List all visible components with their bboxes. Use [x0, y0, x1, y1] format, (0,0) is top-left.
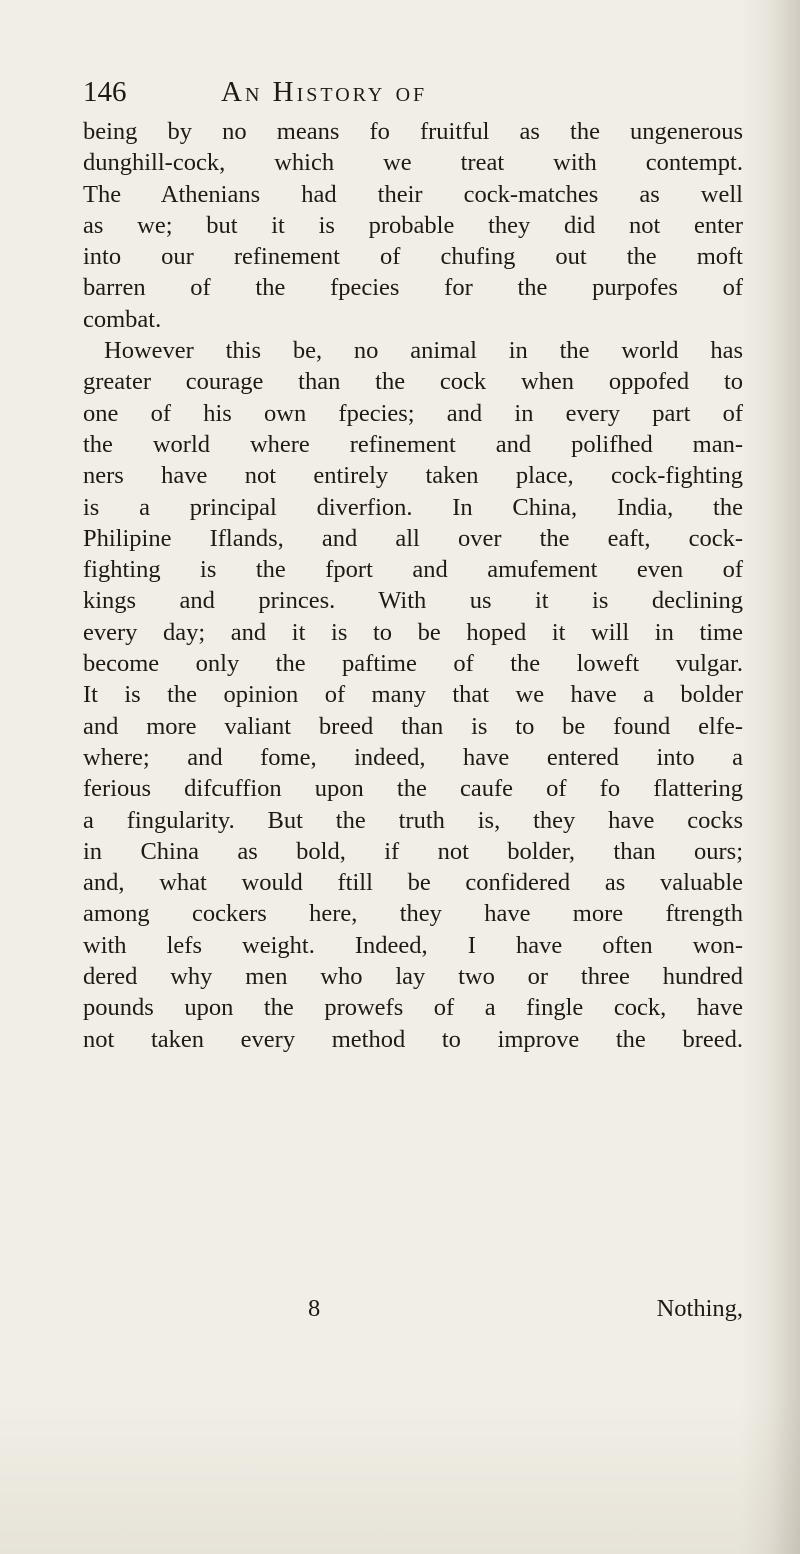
- text-line: greater courage than the cock when oppofed to: [83, 368, 743, 396]
- text-line: with lefs weight. Indeed, I have often won-: [83, 931, 743, 959]
- text-line: However this be, no animal in the world has: [104, 337, 743, 365]
- text-line: in China as bold, if not bolder, than ours;: [83, 837, 743, 865]
- text-line: where; and fome, indeed, have entered into a: [83, 743, 743, 771]
- catchword: Nothing,: [656, 1295, 743, 1322]
- text-line: being by no means fo fruitful as the ungenerous: [83, 118, 743, 145]
- text-line: dered why men who lay two or three hundred: [83, 963, 743, 991]
- page-header: [83, 76, 723, 116]
- text-line: combat.: [83, 305, 162, 333]
- text-line: ferious difcuffion upon the caufe of fo flattering: [83, 775, 743, 803]
- body-text: [83, 116, 743, 1055]
- text-line: barren of the fpecies for the purpofes of: [83, 274, 743, 302]
- text-line: Philipine Iflands, and all over the eaft, cock-: [83, 524, 743, 552]
- text-line: ners have not entirely taken place, cock-fighting: [83, 462, 743, 490]
- signature-mark: 8: [308, 1295, 321, 1322]
- text-line: become only the paftime of the loweft vulgar.: [83, 650, 743, 678]
- text-line: and, what would ftill be confidered as valuable: [83, 869, 743, 897]
- text-line: kings and princes. With us it is declining: [83, 587, 743, 615]
- text-line: among cockers here, they have more ftrength: [83, 900, 743, 928]
- text-line: every day; and it is to be hoped it will in time: [83, 618, 743, 646]
- text-line: dunghill-cock, which we treat with contempt.: [83, 149, 743, 177]
- page-number: 146: [83, 76, 127, 108]
- text-line: is a principal diverfion. In China, India, the: [83, 493, 743, 521]
- text-line: not taken every method to improve the breed.: [83, 1025, 743, 1053]
- page-footer: [83, 1295, 743, 1329]
- text-line: pounds upon the prowefs of a fingle cock, have: [83, 994, 743, 1022]
- text-line: as we; but it is probable they did not enter: [83, 211, 743, 239]
- text-line: The Athenians had their cock-matches as well: [83, 180, 743, 208]
- text-line: into our refinement of chufing out the moft: [83, 243, 743, 271]
- text-line: a fingularity. But the truth is, they have cocks: [83, 806, 743, 834]
- text-line: one of his own fpecies; and in every part of: [83, 399, 743, 427]
- running-head: An History of: [221, 76, 428, 108]
- text-line: It is the opinion of many that we have a bolder: [83, 681, 743, 709]
- text-line: the world where refinement and polifhed man-: [83, 430, 743, 458]
- text-line: and more valiant breed than is to be found elfe-: [83, 712, 743, 740]
- text-line: fighting is the fport and amufement even of: [83, 556, 743, 584]
